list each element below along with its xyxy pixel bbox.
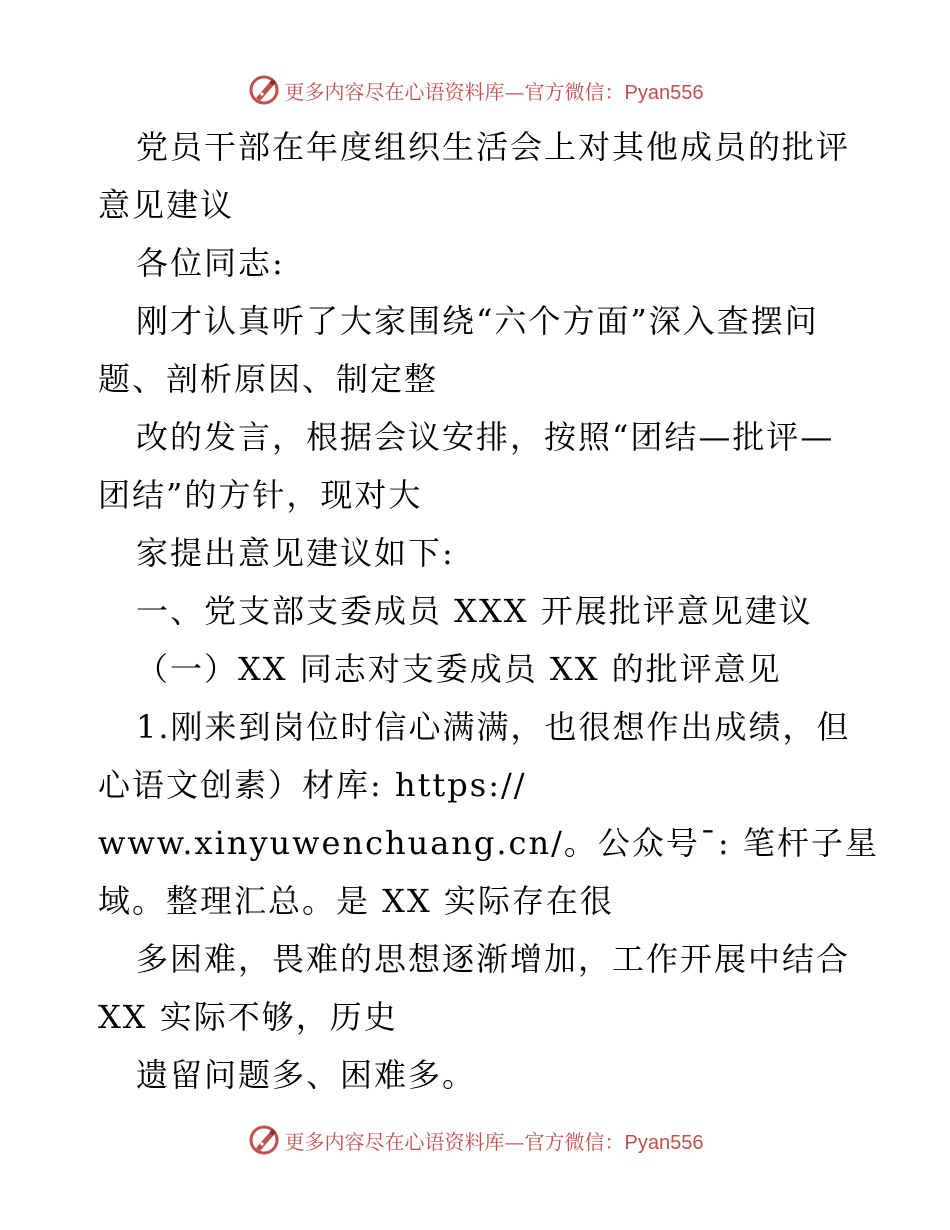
- doc-paragraph-line: 遗留问题多、困难多。: [136, 1056, 477, 1094]
- header-banner-account: Pyan556: [624, 81, 704, 104]
- header-banner-text: 更多内容尽在心语资料库—官方微信：Pyan556: [284, 79, 704, 104]
- doc-paragraph-line: 多困难，畏难的思想逐渐增加，工作开展中结合: [136, 940, 851, 978]
- footer-banner-text: 更多内容尽在心语资料库—官方微信：Pyan556: [284, 1129, 704, 1154]
- doc-paragraph-line: 改的发言，根据会议安排，按照“团结—批评—: [136, 418, 835, 456]
- doc-paragraph-line: 团结”的方针，现对大: [98, 476, 423, 514]
- document-body: [98, 118, 879, 1104]
- header-banner: [0, 70, 950, 110]
- doc-title-line-2: 意见建议: [98, 186, 235, 224]
- doc-paragraph-line: 域。整理汇总。是 XX 实际存在很: [98, 882, 614, 920]
- doc-section-heading: 一、党支部支委成员 XXX 开展批评意见建议: [136, 592, 813, 630]
- doc-paragraph-line: 家提出意见建议如下:: [136, 534, 455, 572]
- pen-nib-logo-icon: [247, 1123, 281, 1157]
- doc-paragraph-line: www.xinyuwenchuang.cn/。公众号¯: 笔杆子星: [98, 824, 879, 862]
- doc-paragraph-line: XX 实际不够，历史: [98, 998, 398, 1036]
- doc-subsection-heading: （一）XX 同志对支委成员 XX 的批评意见: [136, 650, 782, 688]
- doc-salutation: 各位同志:: [136, 244, 285, 282]
- doc-paragraph-line: 1.刚来到岗位时信心满满，也很想作出成绩，但: [136, 708, 851, 746]
- doc-paragraph-line: 刚才认真听了大家围绕“六个方面”深入查摆问: [136, 302, 819, 340]
- doc-paragraph-line: 题、剖析原因、制定整: [98, 360, 439, 398]
- doc-title-line-1: 党员干部在年度组织生活会上对其他成员的批评: [136, 128, 851, 166]
- footer-banner-account: Pyan556: [624, 1131, 704, 1154]
- doc-paragraph-line: 心语文创素）材库: https://: [98, 766, 527, 804]
- footer-banner: [0, 1120, 950, 1160]
- pen-nib-logo-icon: [247, 73, 281, 107]
